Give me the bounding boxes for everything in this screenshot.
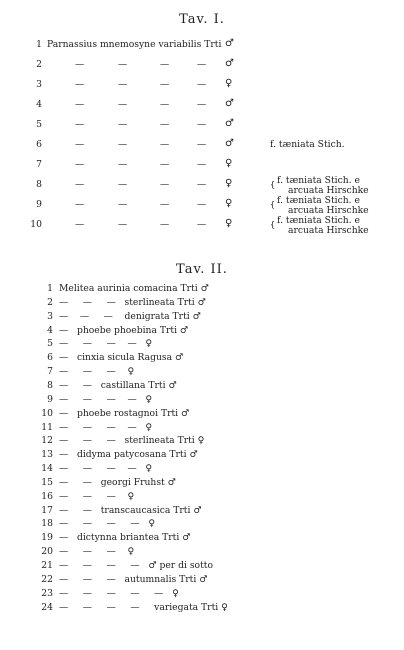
entry-text: — — — — variegata Trti ♀ (59, 601, 228, 613)
entry-text: — — — — ♀ (59, 421, 153, 433)
row-number: 4 (47, 324, 53, 336)
plate-2-row (0, 408, 404, 422)
ditto-mark: — (75, 79, 85, 90)
ditto-mark: — (118, 199, 128, 210)
row-number: 5 (47, 338, 53, 350)
entry-text: — — — — ♀ (59, 518, 156, 530)
ditto-mark: — (118, 59, 128, 70)
ditto-mark: — (160, 99, 170, 110)
row-number: 10 (41, 407, 53, 419)
plate-1-row (0, 215, 404, 236)
entry-text: — phoebe rostagnoi Trti ♂ (59, 407, 190, 419)
sex-symbol: ♂ (225, 58, 234, 69)
ditto-mark: — (197, 79, 207, 90)
plate-2-row (0, 546, 404, 560)
entry-text: — cinxia sicula Ragusa ♂ (59, 352, 184, 364)
ditto-mark: — (197, 199, 207, 210)
sex-symbol: ♂ (225, 138, 234, 149)
sex-symbol: ♂ (225, 118, 234, 129)
row-number: 3 (47, 310, 53, 322)
form-note: f. tæniata Stich. e (277, 175, 360, 186)
form-note: f. tæniata Stich. e (277, 215, 360, 226)
ditto-mark: — (118, 179, 128, 190)
brace-glyph: { (270, 220, 276, 229)
entry-text: — — — ♀ (59, 490, 135, 502)
species-name: Parnassius mnemosyne variabilis Trti (47, 39, 222, 50)
row-number: 9 (36, 199, 42, 210)
ditto-mark: — (197, 99, 207, 110)
plate-1-row (0, 159, 404, 173)
sex-symbol: ♀ (225, 198, 233, 209)
plate-2-row (0, 602, 404, 616)
plate-1-row (0, 59, 404, 73)
plate-2-row (0, 325, 404, 339)
row-number: 7 (47, 366, 53, 378)
plate-1-title: Tav. I. (179, 12, 225, 27)
sex-symbol: ♂ (225, 98, 234, 109)
entry-text: — — — ♀ (59, 366, 135, 378)
ditto-mark: — (197, 219, 207, 230)
entry-text: — — castillana Trti ♂ (59, 379, 177, 391)
sex-symbol: ♀ (225, 158, 233, 169)
plate-2-title: Tav. II. (176, 262, 228, 277)
sex-symbol: ♂ (225, 38, 234, 49)
row-number: 8 (47, 379, 53, 391)
ditto-mark: — (160, 79, 170, 90)
plate-2-row (0, 435, 404, 449)
ditto-mark: — (75, 159, 85, 170)
form-note: f. tæniata Stich. (270, 139, 345, 150)
entry-text: — phoebe phoebina Trti ♂ (59, 324, 189, 336)
entry-text: — — — — ♀ (59, 393, 153, 405)
entry-text: — — — sterlineata Trti ♀ (59, 435, 205, 447)
row-number: 22 (41, 573, 53, 585)
ditto-mark: — (160, 59, 170, 70)
entry-text: — — — — — ♀ (59, 587, 179, 599)
entry-text: — — — — ♀ (59, 463, 153, 475)
plate-2-row (0, 352, 404, 366)
entry-text: — — — denigrata Trti ♂ (59, 310, 201, 322)
row-number: 4 (36, 99, 42, 110)
ditto-mark: — (197, 59, 207, 70)
row-number: 21 (41, 560, 53, 571)
plate-1-row (0, 139, 404, 153)
plate-1-row (0, 39, 404, 53)
plate-2-row (0, 463, 404, 477)
row-number: 14 (41, 463, 53, 475)
ditto-mark: — (160, 119, 170, 130)
ditto-mark: — (75, 119, 85, 130)
row-number: 18 (41, 518, 53, 530)
entry-text: — — georgi Fruhst ♂ (59, 476, 176, 488)
ditto-mark: — (118, 219, 128, 230)
ditto-mark: — (75, 199, 85, 210)
row-number: 11 (41, 421, 53, 433)
ditto-mark: — (118, 159, 128, 170)
plate-2-row (0, 366, 404, 380)
ditto-mark: — (197, 179, 207, 190)
plate-2-row (0, 505, 404, 519)
entry-text: — — — ♀ (59, 546, 135, 558)
row-number: 1 (47, 283, 53, 294)
entry-text: — dictynna briantea Trti ♂ (59, 532, 191, 544)
plate-2-row (0, 491, 404, 505)
row-number: 19 (41, 532, 53, 544)
ditto-mark: — (160, 159, 170, 170)
row-number: 6 (36, 139, 42, 150)
plate-2-row (0, 588, 404, 602)
row-number: 20 (41, 546, 53, 558)
entry-text: — — — sterlineata Trti ♂ (59, 296, 206, 308)
ditto-mark: — (197, 119, 207, 130)
entry-text: — didyma patycosana Trti ♂ (59, 449, 198, 461)
row-number: 17 (41, 504, 53, 516)
row-number: 13 (41, 449, 53, 461)
plate-1-row (0, 119, 404, 133)
row-number: 3 (36, 79, 42, 90)
plate-2-row (0, 574, 404, 588)
row-number: 6 (47, 352, 53, 364)
plate-1-row (0, 175, 404, 196)
plate-2-row (0, 283, 404, 297)
ditto-mark: — (118, 119, 128, 130)
ditto-mark: — (160, 219, 170, 230)
plate-2-row (0, 338, 404, 352)
row-number: 24 (41, 601, 53, 613)
row-number: 12 (41, 435, 53, 447)
brace-glyph: { (270, 180, 276, 189)
form-note-line2: arcuata Hirschke (288, 205, 369, 216)
ditto-mark: — (75, 179, 85, 190)
plate-2-row (0, 518, 404, 532)
plate-2-row (0, 422, 404, 436)
row-number: 8 (36, 179, 42, 190)
entry-text: — — — autumnalis Trti ♂ (59, 573, 208, 585)
row-number: 9 (47, 393, 53, 405)
plate-2-row (0, 380, 404, 394)
form-note: f. tæniata Stich. e (277, 195, 360, 206)
row-number: 1 (36, 39, 42, 50)
entry-text: — — transcaucasica Trti ♂ (59, 504, 202, 516)
plate-1-row (0, 79, 404, 93)
ditto-mark: — (160, 179, 170, 190)
entry-text: Melitea aurinia comacina Trti ♂ (59, 283, 209, 294)
ditto-mark: — (75, 139, 85, 150)
plate-2-row (0, 297, 404, 311)
ditto-mark: — (75, 59, 85, 70)
ditto-mark: — (75, 219, 85, 230)
entry-text: — — — — ♂ per di sotto (59, 560, 214, 571)
row-number: 15 (41, 476, 53, 488)
plate-1-row (0, 195, 404, 216)
plate-2-row (0, 311, 404, 325)
row-number: 16 (41, 490, 53, 502)
plate-2-row (0, 560, 404, 574)
ditto-mark: — (197, 139, 207, 150)
plate-2-row (0, 394, 404, 408)
plate-2-row (0, 449, 404, 463)
form-note-line2: arcuata Hirschke (288, 225, 369, 236)
ditto-mark: — (118, 79, 128, 90)
sex-symbol: ♀ (225, 78, 233, 89)
row-number: 2 (36, 59, 42, 70)
sex-symbol: ♀ (225, 218, 233, 229)
row-number: 7 (36, 159, 42, 170)
entry-text: — — — — ♀ (59, 338, 153, 350)
ditto-mark: — (118, 99, 128, 110)
brace-glyph: { (270, 200, 276, 209)
row-number: 5 (36, 119, 42, 130)
sex-symbol: ♀ (225, 178, 233, 189)
row-number: 10 (30, 219, 42, 230)
ditto-mark: — (160, 139, 170, 150)
plate-2-row (0, 532, 404, 546)
row-number: 23 (41, 587, 53, 599)
plate-1-row (0, 99, 404, 113)
ditto-mark: — (75, 99, 85, 110)
plate-2-row (0, 477, 404, 491)
row-number: 2 (47, 296, 53, 308)
ditto-mark: — (197, 159, 207, 170)
ditto-mark: — (118, 139, 128, 150)
form-note-line2: arcuata Hirschke (288, 185, 369, 196)
ditto-mark: — (160, 199, 170, 210)
